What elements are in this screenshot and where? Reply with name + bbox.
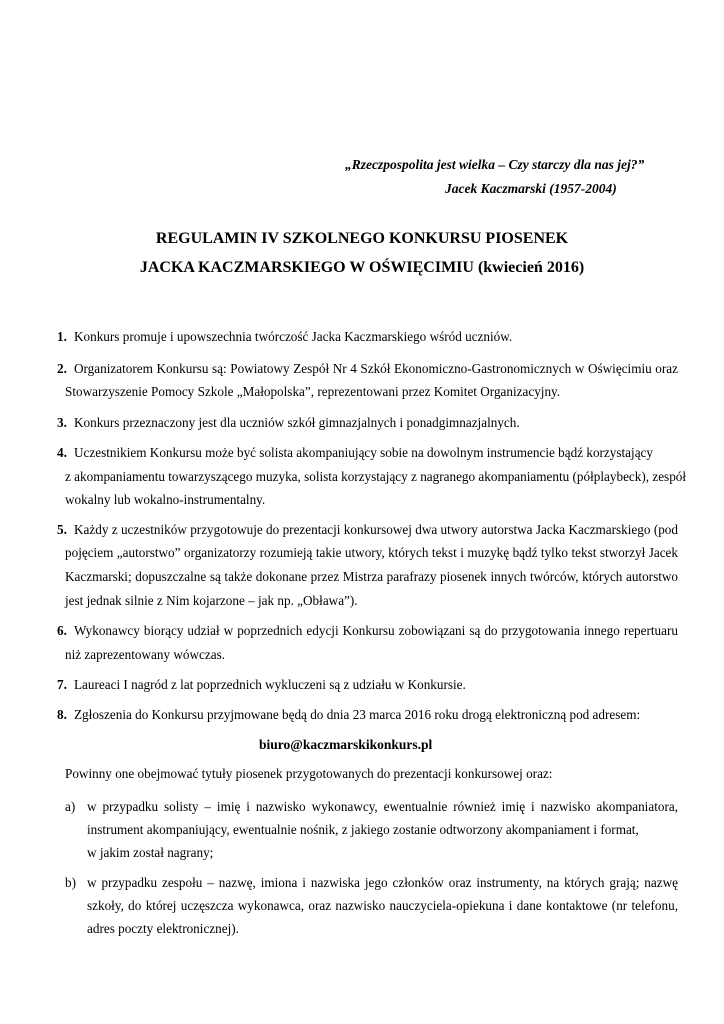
rule-8-line-1: Zgłoszenia do Konkursu przyjmowane będą do dnia 23 marca 2016 roku drogą elektroniczną pod adresem:	[74, 707, 641, 722]
subitem-a-line-1: w przypadku solisty – imię i nazwisko wykonawcy, ewentualnie również imię i nazwisko akompaniatora,	[87, 799, 678, 814]
rule-number: 2.	[57, 361, 67, 376]
epigraph-author: Jacek Kaczmarski (1957-2004)	[445, 181, 617, 196]
rule-number: 3.	[57, 415, 67, 430]
submission-intro: Powinny one obejmować tytuły piosenek przygotowanych do prezentacji konkursowej oraz:	[65, 766, 553, 781]
rule-number: 7.	[57, 677, 67, 692]
rule-4-line-2: z akompaniamentu towarzyszącego muzyka, solista korzystający z nagranego akompaniamentu (półplaybeck), zespół	[65, 469, 687, 484]
rule-6-line-2: niż zaprezentowany wówczas.	[65, 647, 226, 662]
contact-email: biuro@kaczmarskikonkurs.pl	[259, 737, 433, 752]
rule-5-line-2: pojęciem „autorstwo” organizatorzy rozumieją takie utwory, których tekst i muzykę bądź tylko tekst stworzył Jacek	[65, 545, 678, 560]
subitem-a-line-3: w jakim został nagrany;	[87, 845, 214, 860]
subitem-b-line-2: szkoły, do której uczęszcza wykonawca, oraz nazwisko nauczyciela-opiekuna i dane kontaktowe (nr telefonu,	[87, 898, 678, 913]
rule-number: 8.	[57, 707, 67, 722]
page-title-line-1: REGULAMIN IV SZKOLNEGO KONKURSU PIOSENEK	[155, 230, 569, 247]
subitem-label: a)	[65, 799, 76, 814]
rule-5-line-1: Każdy z uczestników przygotowuje do prezentacji konkursowej dwa utwory autorstwa Jacka Kaczmarskiego (pod	[74, 522, 678, 537]
rule-4-line-1: Uczestnikiem Konkursu może być solista akompaniujący sobie na dowolnym instrumencie bądź korzystający	[74, 445, 653, 460]
subitem-label: b)	[65, 875, 76, 890]
rule-6-line-1: Wykonawcy biorący udział w poprzednich edycji Konkursu zobowiązani są do przygotowania innego repertuaru	[74, 623, 678, 638]
rule-7-line-1: Laureaci I nagród z lat poprzednich wykluczeni są z udziału w Konkursie.	[74, 677, 466, 692]
rule-2-line-2: Stowarzyszenie Pomocy Szkole „Małopolska”, reprezentowani przez Komitet Organizacyjny.	[65, 384, 561, 399]
rule-3-line-1: Konkurs przeznaczony jest dla uczniów szkół gimnazjalnych i ponadgimnazjalnych.	[74, 415, 520, 430]
rule-2-line-1: Organizatorem Konkursu są: Powiatowy Zespół Nr 4 Szkół Ekonomiczno-Gastronomicznych w Oświęcimiu oraz	[74, 361, 678, 376]
epigraph-quote: „Rzeczpospolita jest wielka – Czy starczy dla nas jej?”	[345, 157, 645, 172]
rule-number: 1.	[57, 329, 67, 344]
rule-1-line-1: Konkurs promuje i upowszechnia twórczość Jacka Kaczmarskiego wśród uczniów.	[74, 329, 513, 344]
rule-4-line-3: wokalny lub wokalno-instrumentalny.	[65, 492, 266, 507]
rule-number: 4.	[57, 445, 67, 460]
subitem-a-line-2: instrument akompaniujący, ewentualnie nośnik, z jakiego zostanie odtworzony akompaniament i format,	[87, 822, 639, 837]
page-title-line-2: JACKA KACZMARSKIEGO W OŚWIĘCIMIU (kwiecień 2016)	[139, 259, 585, 276]
subitem-b-line-3: adres poczty elektronicznej).	[87, 921, 239, 936]
rule-number: 6.	[57, 623, 67, 638]
rule-5-line-3: Kaczmarski; dopuszczalne są także dokonane przez Mistrza parafrazy piosenek innych twórców, których autorstwo	[65, 569, 678, 584]
subitem-b-line-1: w przypadku zespołu – nazwę, imiona i nazwiska jego członków oraz instrumenty, na których grają; nazwę	[87, 875, 678, 890]
rule-5-line-4: jest jednak silnie z Nim kojarzone – jak np. „Obława”).	[65, 593, 358, 608]
rule-number: 5.	[57, 522, 67, 537]
